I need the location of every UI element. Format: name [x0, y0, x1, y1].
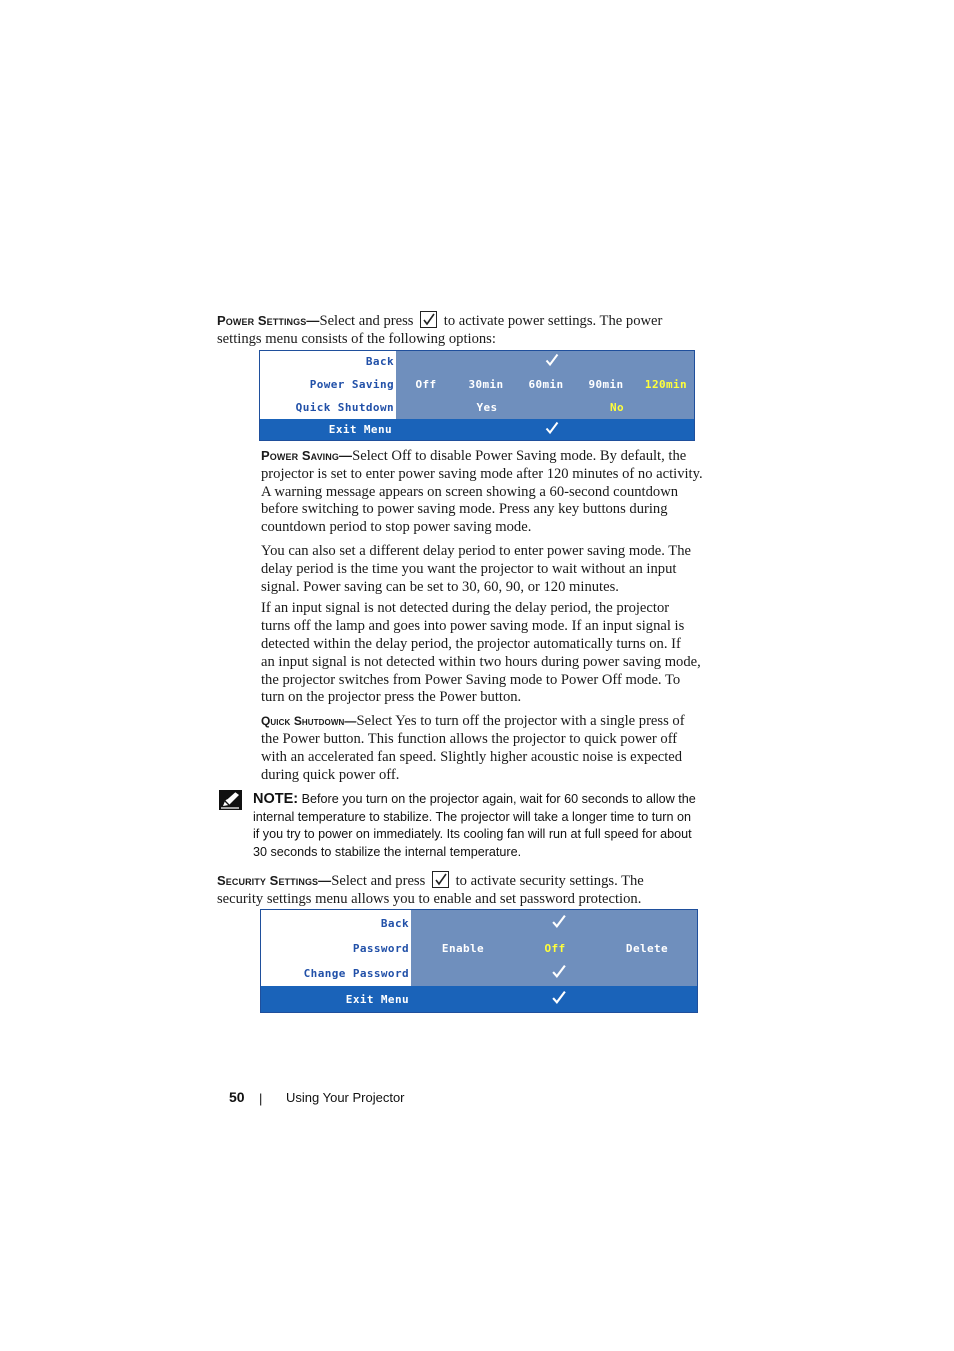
text-fragment: Select	[356, 713, 393, 730]
menu-row-quick-shutdown[interactable]	[260, 396, 694, 419]
page-number: 50	[229, 1089, 245, 1105]
option-30min[interactable]: 30min	[468, 378, 504, 391]
security-settings-line2: security settings menu allows you to enable and set password protection.	[217, 890, 642, 907]
text-emphasis: Yes	[395, 713, 417, 730]
power-settings-intro	[217, 311, 707, 349]
option-enable[interactable]: Enable	[441, 942, 485, 955]
security-settings-menu	[260, 909, 698, 1013]
note-line: internal temperature to stabilize. The projector will take a longer time to turn on	[253, 809, 691, 824]
text-fragment: the	[261, 730, 279, 747]
option-90min[interactable]: 90min	[588, 378, 624, 391]
text-line: the projector switches from Power Saving mode to Power Off mode. To	[261, 671, 681, 688]
power-settings-menu	[259, 350, 695, 441]
option-60min[interactable]: 60min	[528, 378, 564, 391]
text-line: You can also set a different delay period to enter power saving mode. The	[261, 542, 691, 559]
checkbox-check-icon	[420, 311, 437, 328]
power-settings-line2: settings menu consists of the following options:	[217, 330, 496, 347]
checkmark-icon	[552, 990, 567, 1008]
power-settings-text-b: to activate power settings. The power	[443, 313, 663, 329]
quick-shutdown-heading: Quick Shutdown—	[261, 714, 357, 729]
note-line: 30 seconds to stabilize the internal temperature.	[253, 844, 522, 859]
text-line: during quick power off.	[261, 766, 400, 783]
security-settings-intro	[217, 871, 707, 909]
power-saving-heading: Power Saving—	[261, 448, 353, 463]
note-line: if you try to power on immediately. Its cooling fan will run at full speed for about	[253, 827, 692, 841]
text-line: detected within the delay period, the projector automatically turns on. If	[261, 635, 681, 652]
menu-label-back: Back	[380, 917, 409, 930]
checkmark-icon	[552, 964, 567, 982]
text-fragment: button. This function allows the projector to quick power off	[323, 730, 678, 747]
text-fragment: to turn off the projector with a single press of	[420, 713, 685, 730]
menu-label-exit: Exit Menu	[345, 993, 409, 1006]
footer-separator: |	[259, 1091, 263, 1106]
power-saving-section	[261, 447, 711, 784]
menu-row-exit[interactable]	[261, 986, 697, 1012]
note-line: Before you turn on the projector again, wait for 60 seconds to allow the	[301, 792, 696, 806]
menu-label-password: Password	[352, 942, 409, 955]
text-fragment: Select and press	[331, 873, 426, 889]
text-line: with an accelerated fan speed. Slightly higher acoustic noise is expected	[261, 748, 683, 765]
text-line: before switching to power saving mode. Press any key buttons during	[261, 501, 668, 518]
menu-label-change-password: Change Password	[303, 967, 409, 980]
security-settings-heading: Security Settings—	[217, 873, 332, 888]
power-settings-heading: Power Settings—	[217, 313, 320, 328]
option-120min[interactable]: 120min	[644, 378, 688, 391]
checkmark-icon	[545, 353, 559, 370]
menu-row-back[interactable]	[260, 351, 694, 373]
checkbox-check-icon	[432, 871, 449, 888]
menu-row-password[interactable]	[261, 935, 697, 960]
option-off[interactable]: Off	[544, 942, 566, 955]
text-line: If an input signal is not detected during the delay period, the projector	[261, 600, 670, 617]
text-line: A warning message appears on screen showing a 60-second countdown	[261, 483, 679, 500]
note-label: NOTE:	[253, 791, 299, 807]
text-fragment: Select	[352, 448, 388, 464]
option-delete[interactable]: Delete	[625, 942, 669, 955]
menu-row-exit[interactable]	[260, 419, 694, 440]
menu-label-back: Back	[365, 355, 394, 368]
menu-row-change-password[interactable]	[261, 960, 697, 986]
menu-label-exit: Exit Menu	[328, 423, 392, 436]
option-off[interactable]: Off	[415, 378, 437, 391]
note-pencil-icon	[219, 790, 242, 810]
menu-label-quick-shutdown: Quick Shutdown	[295, 401, 394, 414]
note-block	[253, 791, 713, 861]
text-line: projector is set to enter power saving mode after 120 minutes of no activity.	[261, 465, 703, 482]
power-settings-text-a: Select and press	[319, 313, 414, 329]
text-fragment: to disable Power Saving mode. By default, the	[415, 448, 687, 464]
option-yes[interactable]: Yes	[476, 401, 498, 414]
option-no[interactable]: No	[609, 401, 625, 414]
text-emphasis: Off	[391, 448, 412, 464]
text-line: countdown period to stop power saving mode.	[261, 519, 532, 536]
menu-label-power-saving: Power Saving	[309, 378, 394, 391]
footer	[229, 1089, 529, 1109]
text-line: turn on the projector press the Power button.	[261, 689, 522, 706]
text-emphasis: Power	[282, 730, 320, 747]
text-line: delay period is the time you want the projector to wait without an input	[261, 560, 677, 577]
checkmark-icon	[552, 914, 567, 932]
text-line: signal. Power saving can be set to 30, 60, 90, or 120 minutes.	[261, 578, 619, 595]
text-line: an input signal is not detected within two hours during power saving mode,	[261, 653, 701, 670]
menu-row-back[interactable]	[261, 910, 697, 935]
menu-row-power-saving[interactable]	[260, 373, 694, 396]
text-fragment: to activate security settings. The	[455, 873, 644, 889]
checkmark-icon	[545, 421, 559, 438]
text-line: turns off the lamp and goes into power saving mode. If an input signal is	[261, 618, 685, 635]
footer-section-title: Using Your Projector	[286, 1090, 405, 1105]
